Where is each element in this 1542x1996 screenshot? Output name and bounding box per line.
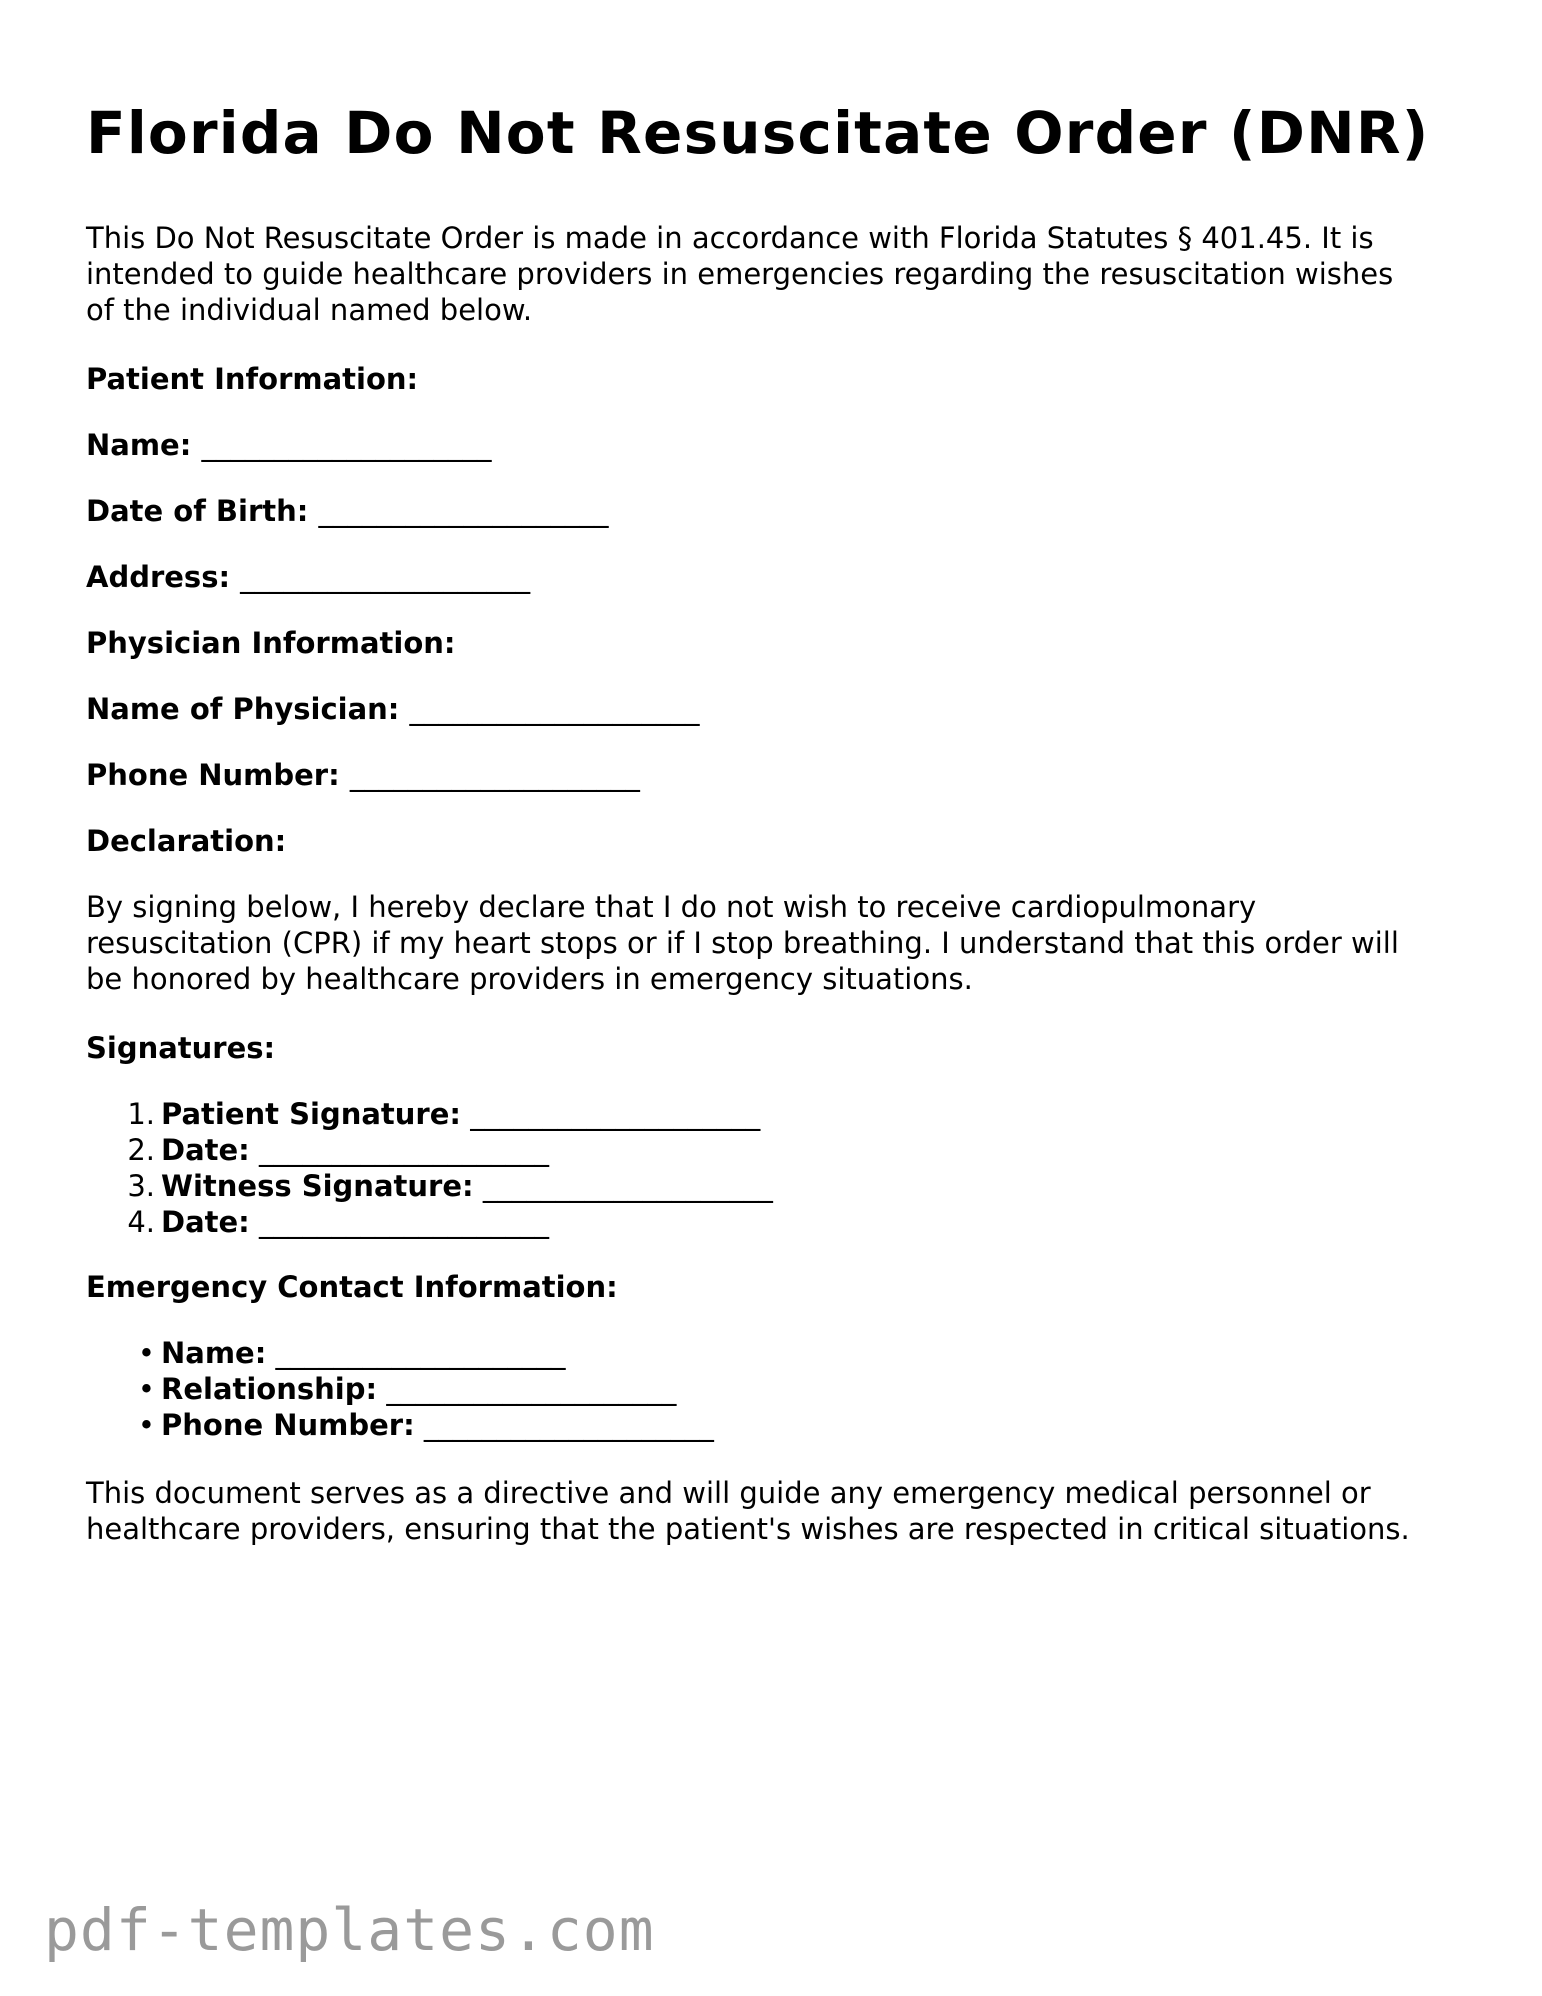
list-item[interactable] bbox=[86, 1168, 773, 1204]
physician-name-field[interactable] bbox=[86, 691, 700, 727]
patient-date-label: Date: bbox=[161, 1133, 250, 1167]
physician-phone-label: Phone Number: bbox=[86, 758, 340, 792]
document-title: Florida Do Not Resuscitate Order (DNR) bbox=[86, 99, 1430, 167]
emergency-contact-heading: Emergency Contact Information: bbox=[86, 1270, 618, 1304]
declaration-line: resuscitation (CPR) if my heart stops or if I stop breathing. I understand that this order will bbox=[86, 926, 1399, 960]
date-of-birth-field[interactable] bbox=[86, 493, 608, 529]
bullet-icon: • bbox=[137, 1408, 155, 1442]
contact-name-blank[interactable]: ____________________ bbox=[275, 1336, 566, 1370]
declaration-heading: Declaration: bbox=[86, 824, 287, 858]
bullet-icon: • bbox=[137, 1372, 155, 1406]
list-item[interactable] bbox=[86, 1132, 773, 1168]
emergency-contact-list bbox=[86, 1335, 714, 1443]
list-number: 1. bbox=[127, 1097, 155, 1131]
contact-phone-blank[interactable]: ____________________ bbox=[423, 1408, 714, 1442]
declaration-line: By signing below, I hereby declare that I do not wish to receive cardiopulmonary bbox=[86, 890, 1257, 924]
address-blank[interactable]: ____________________ bbox=[240, 560, 531, 594]
contact-relationship-label: Relationship: bbox=[161, 1372, 378, 1406]
intro-line: intended to guide healthcare providers in emergencies regarding the resuscitation wishes bbox=[86, 257, 1394, 291]
intro-line: This Do Not Resuscitate Order is made in accordance with Florida Statutes § 401.45. It is bbox=[86, 221, 1374, 255]
contact-phone-label: Phone Number: bbox=[161, 1408, 415, 1442]
closing-line: This document serves as a directive and will guide any emergency medical personnel or bbox=[86, 1476, 1371, 1510]
date-of-birth-blank[interactable]: ____________________ bbox=[318, 494, 609, 528]
witness-date-blank[interactable]: ____________________ bbox=[259, 1205, 549, 1239]
list-item[interactable] bbox=[86, 1371, 714, 1407]
list-item[interactable] bbox=[86, 1407, 714, 1443]
physician-name-blank[interactable]: ____________________ bbox=[409, 692, 700, 726]
list-item[interactable] bbox=[86, 1204, 773, 1240]
witness-date-label: Date: bbox=[161, 1205, 250, 1239]
declaration-line: be honored by healthcare providers in emergency situations. bbox=[86, 962, 973, 996]
signatures-list bbox=[86, 1096, 773, 1240]
contact-relationship-blank[interactable]: ____________________ bbox=[386, 1372, 677, 1406]
address-label: Address: bbox=[86, 560, 231, 594]
patient-name-label: Name: bbox=[86, 428, 192, 462]
date-of-birth-label: Date of Birth: bbox=[86, 494, 309, 528]
physician-information-heading: Physician Information: bbox=[86, 626, 456, 660]
declaration-paragraph bbox=[86, 889, 1486, 997]
intro-line: of the individual named below. bbox=[86, 293, 533, 327]
list-item[interactable] bbox=[86, 1096, 773, 1132]
bullet-icon: • bbox=[137, 1336, 155, 1370]
physician-phone-field[interactable] bbox=[86, 757, 640, 793]
address-field[interactable] bbox=[86, 559, 530, 595]
list-number: 3. bbox=[127, 1169, 155, 1203]
patient-signature-blank[interactable]: ____________________ bbox=[470, 1097, 761, 1131]
patient-date-blank[interactable]: ____________________ bbox=[259, 1133, 549, 1167]
physician-name-label: Name of Physician: bbox=[86, 692, 400, 726]
signatures-heading: Signatures: bbox=[86, 1031, 276, 1065]
closing-paragraph bbox=[86, 1475, 1486, 1547]
witness-signature-blank[interactable]: ____________________ bbox=[482, 1169, 773, 1203]
physician-phone-blank[interactable]: ____________________ bbox=[349, 758, 640, 792]
closing-line: healthcare providers, ensuring that the patient's wishes are respected in critical situations. bbox=[86, 1512, 1410, 1546]
patient-name-field[interactable] bbox=[86, 427, 491, 463]
contact-name-label: Name: bbox=[161, 1336, 267, 1370]
witness-signature-label: Witness Signature: bbox=[161, 1169, 474, 1203]
patient-signature-label: Patient Signature: bbox=[161, 1097, 461, 1131]
patient-information-heading: Patient Information: bbox=[86, 362, 419, 396]
patient-name-blank[interactable]: ____________________ bbox=[201, 428, 492, 462]
watermark: pdf-templates.com bbox=[44, 1896, 655, 1964]
list-number: 4. bbox=[127, 1205, 155, 1239]
list-item[interactable] bbox=[86, 1335, 714, 1371]
list-number: 2. bbox=[127, 1133, 155, 1167]
intro-paragraph bbox=[86, 220, 1486, 328]
